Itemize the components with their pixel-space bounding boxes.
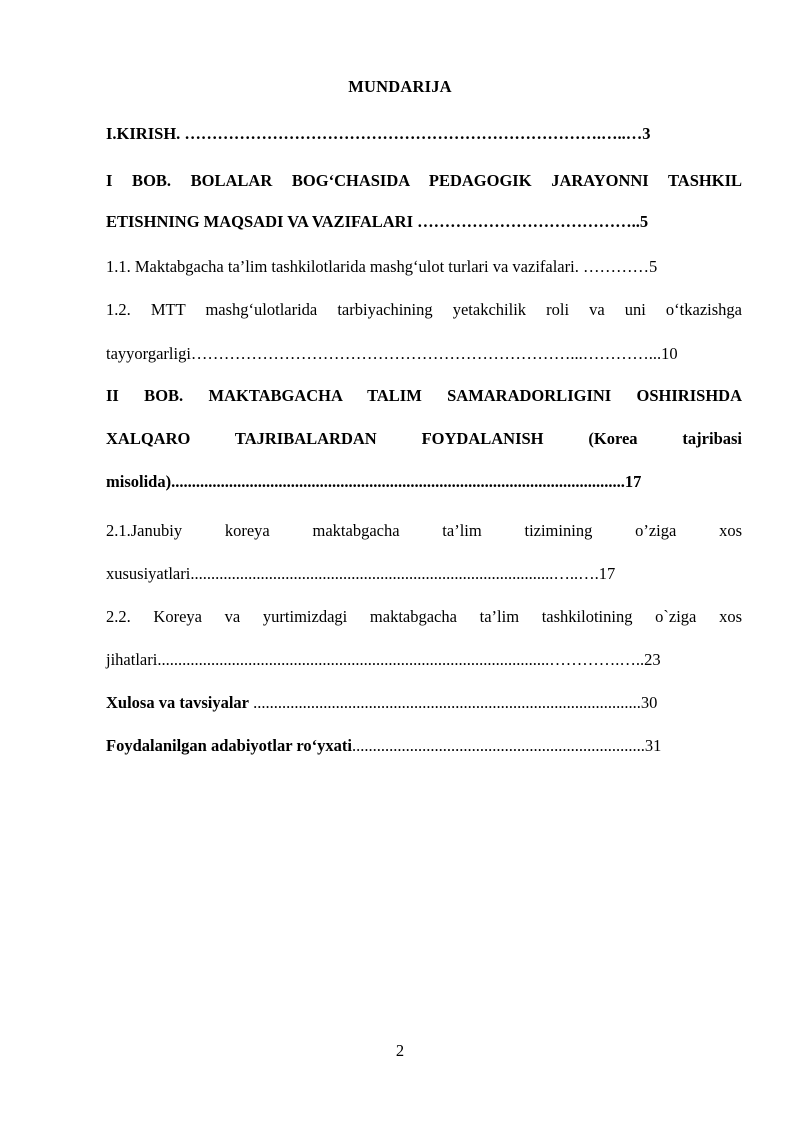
toc-entry-adabiyotlar-label: Foydalanilgan adabiyotlar ro‘yxati [106, 736, 353, 755]
toc-entry-adabiyotlar [106, 736, 742, 756]
toc-entry-section-1-1: 1.1. Maktabgacha ta’lim tashkilotlarida mashg‘ulot turlari va vazifalari. …………5 [106, 257, 658, 276]
toc-entry-xulosa-leader: ..............................................................................................30 [249, 693, 658, 712]
toc-entry-section-1-2-line-2: tayyorgarligi……………………………………………………………...…………...10 [106, 344, 678, 363]
toc-entry-section-2-2-line-1: 2.2. Koreya va yurtimizdagi maktabgacha ta’lim tashkilotining o`ziga xos [106, 607, 742, 626]
toc-entry-section-2-2-line-2: jihatlari...............................................................................................………….…..23 [106, 650, 661, 669]
toc-entry-section-2-1-line-2: xususiyatlari........................................................................................…..….17 [106, 564, 616, 583]
toc-entry-xulosa [106, 693, 742, 713]
toc-entry-section-1-2-line-1: 1.2. MTT mashg‘ulotlarida tarbiyachining yetakchilik roli va uni o‘tkazishga [106, 300, 742, 319]
toc-entry-kirish: I.KIRISH. ………………………………………………………………….…..…3 [106, 124, 651, 143]
page-title: MUNDARIJA [348, 77, 452, 96]
toc-entry-chapter-2-line-2: XALQARO TAJRIBALARDAN FOYDALANISH (Korea tajribasi [106, 429, 742, 448]
toc-entry-chapter-2-line-3: misolida)..............................................................................................................17 [106, 472, 642, 491]
toc-entry-adabiyotlar-leader: .......................................................................31 [352, 736, 662, 755]
toc-entry-section-2-1-line-1: 2.1.Janubiy koreya maktabgacha ta’lim tizimining o’ziga xos [106, 521, 742, 540]
toc-entry-chapter-2-line-1: II BOB. MAKTABGACHA TALIM SAMARADORLIGINI OSHIRISHDA [106, 386, 742, 405]
toc-entry-chapter-1-line-1: I BOB. BOLALAR BOG‘CHASIDA PEDAGOGIK JARAYONNI TASHKIL [106, 171, 742, 190]
toc-entry-chapter-1-line-2: ETISHNING MAQSADI VA VAZIFALARI …………………………………..5 [106, 212, 649, 231]
toc-entry-xulosa-label: Xulosa va tavsiyalar [106, 693, 250, 712]
page-number: 2 [395, 1041, 405, 1060]
